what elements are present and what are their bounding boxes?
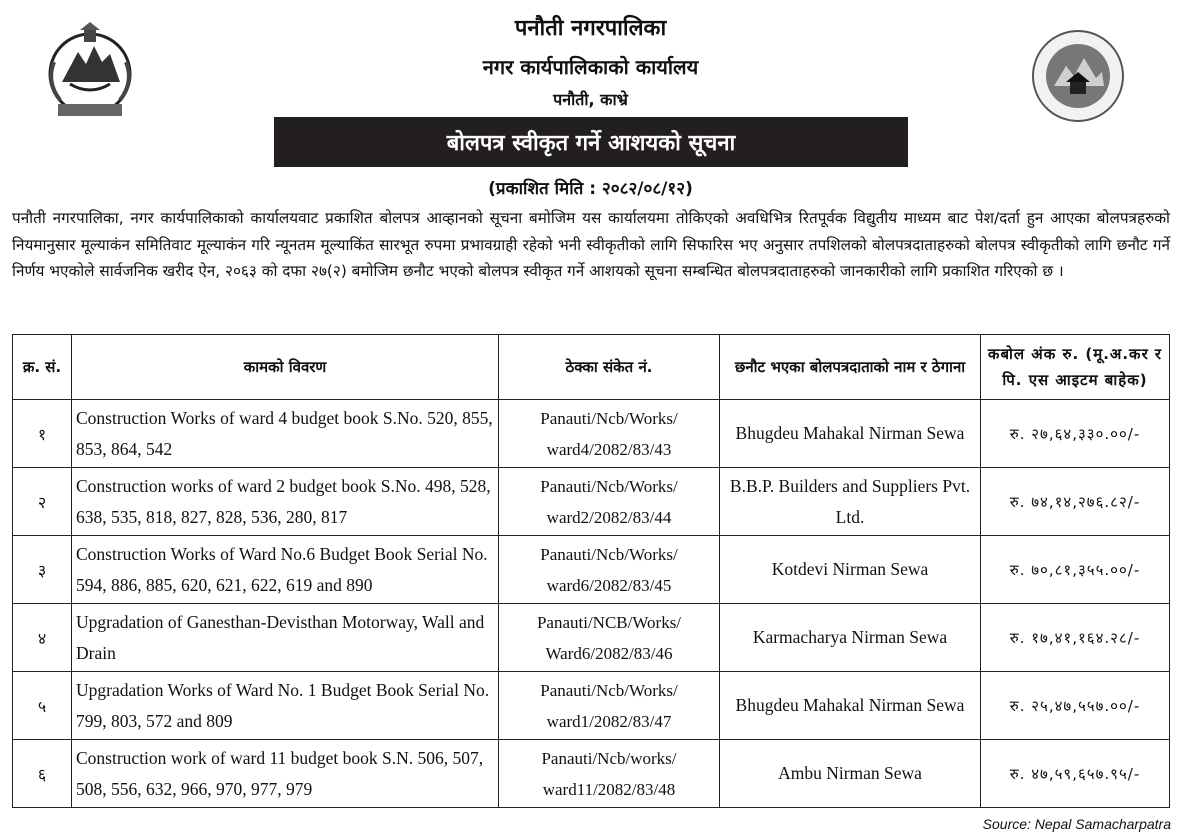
row-sn: ४: [13, 604, 72, 672]
row-amount: रु. ७४,१४,२७६.८२/-: [981, 468, 1170, 536]
row-contract-code: Panauti/Ncb/Works/ ward4/2082/83/43: [499, 400, 720, 468]
row-contract-code: Panauti/Ncb/Works/ ward1/2082/83/47: [499, 672, 720, 740]
selected-bids-table: [12, 334, 1170, 808]
row-description: Construction work of ward 11 budget book S.N. 506, 507, 508, 556, 632, 966, 970, 977, 979: [72, 740, 499, 808]
header-description: कामको विवरण: [72, 335, 499, 400]
row-bidder: Karmacharya Nirman Sewa: [720, 604, 981, 672]
table-row: [13, 672, 1170, 740]
row-amount: रु. २७,६४,३३०.००/-: [981, 400, 1170, 468]
published-date: (प्रकाशित मिति : २०८२/०८/१२): [488, 179, 693, 199]
table-header-row: [13, 335, 1170, 400]
header-sn: क्र. सं.: [13, 335, 72, 400]
row-amount: रु. २५,४७,५५७.००/-: [981, 672, 1170, 740]
row-bidder: Kotdevi Nirman Sewa: [720, 536, 981, 604]
header-bidder: छनौट भएका बोलपत्रदाताको नाम र ठेगाना: [720, 335, 981, 400]
row-amount: रु. ७०,८१,३५५.००/-: [981, 536, 1170, 604]
row-description: Construction Works of ward 4 budget book S.No. 520, 855, 853, 864, 542: [72, 400, 499, 468]
table-row: [13, 604, 1170, 672]
intro-paragraph: पनौती नगरपालिका, नगर कार्यपालिकाको कार्यालयवाट प्रकाशित बोलपत्र आव्हानको सूचना बमोजिम यस कार्यालयमा तोकिएको अवधिभित्र रितपूर्वक विद्युतीय माध्यम बाट पेश/दर्ता हुन आएका बोलपत्रहरुको नियमानुसार मूल्याकंन समितिवाट मूल्याकंन गरि न्यूनतम मूल्याकिंत सारभूत रुपमा प्रभावग्राही रहेको भनी स्वीकृतीको लागि सिफारिस भए अनुसार तपशिलको बोलपत्रदाताहरुको बोलपत्र स्वीकृतीको लागि छनौट गर्ने निर्णय भएकोले सार्वजनिक खरीद ऐन, २०६३ को दफा २७(२) बमोजिम छनौट भएको बोलपत्र स्वीकृत गर्ने आशयको सूचना सम्बन्धित बोलपत्रदाताहरुको जानकारीको लागि प्रकाशित गरिएको छ ।: [12, 209, 1170, 280]
row-description: Upgradation Works of Ward No. 1 Budget Book Serial No. 799, 803, 572 and 809: [72, 672, 499, 740]
row-description: Construction Works of Ward No.6 Budget Book Serial No. 594, 886, 885, 620, 621, 622, 619 and 890: [72, 536, 499, 604]
table-row: [13, 400, 1170, 468]
row-contract-code: Panauti/Ncb/Works/ ward2/2082/83/44: [499, 468, 720, 536]
notice-title-banner: [274, 117, 908, 167]
row-sn: १: [13, 400, 72, 468]
row-bidder: Bhugdeu Mahakal Nirman Sewa: [720, 672, 981, 740]
row-contract-code: Panauti/Ncb/works/ ward11/2082/83/48: [499, 740, 720, 808]
row-bidder: Bhugdeu Mahakal Nirman Sewa: [720, 400, 981, 468]
header-amount: कबोल अंक रु. (मू.अ.कर र पि. एस आइटम बाहेक): [981, 335, 1170, 400]
row-sn: ३: [13, 536, 72, 604]
table-row: [13, 536, 1170, 604]
row-description: Upgradation of Ganesthan-Devisthan Motorway, Wall and Drain: [72, 604, 499, 672]
office-name: नगर कार्यपालिकाको कार्यालय: [482, 55, 699, 79]
row-contract-code: Panauti/NCB/Works/ Ward6/2082/83/46: [499, 604, 720, 672]
table-row: [13, 740, 1170, 808]
header-contract-code: ठेक्का संकेत नं.: [499, 335, 720, 400]
row-bidder: B.B.P. Builders and Suppliers Pvt. Ltd.: [720, 468, 981, 536]
source-credit: Source: Nepal Samacharpatra: [982, 816, 1171, 832]
notice-title: बोलपत्र स्वीकृत गर्ने आशयको सूचना: [446, 131, 736, 156]
table-row: [13, 468, 1170, 536]
row-sn: ६: [13, 740, 72, 808]
row-sn: ५: [13, 672, 72, 740]
row-amount: रु. १७,४१,१६४.२८/-: [981, 604, 1170, 672]
office-location: पनौती, काभ्रे: [553, 90, 628, 109]
row-bidder: Ambu Nirman Sewa: [720, 740, 981, 808]
row-amount: रु. ४७,५९,६५७.९५/-: [981, 740, 1170, 808]
row-description: Construction works of ward 2 budget book S.No. 498, 528, 638, 535, 818, 827, 828, 536, 280, 817: [72, 468, 499, 536]
row-contract-code: Panauti/Ncb/Works/ ward6/2082/83/45: [499, 536, 720, 604]
municipality-name: पनौती नगरपालिका: [514, 16, 667, 41]
row-sn: २: [13, 468, 72, 536]
